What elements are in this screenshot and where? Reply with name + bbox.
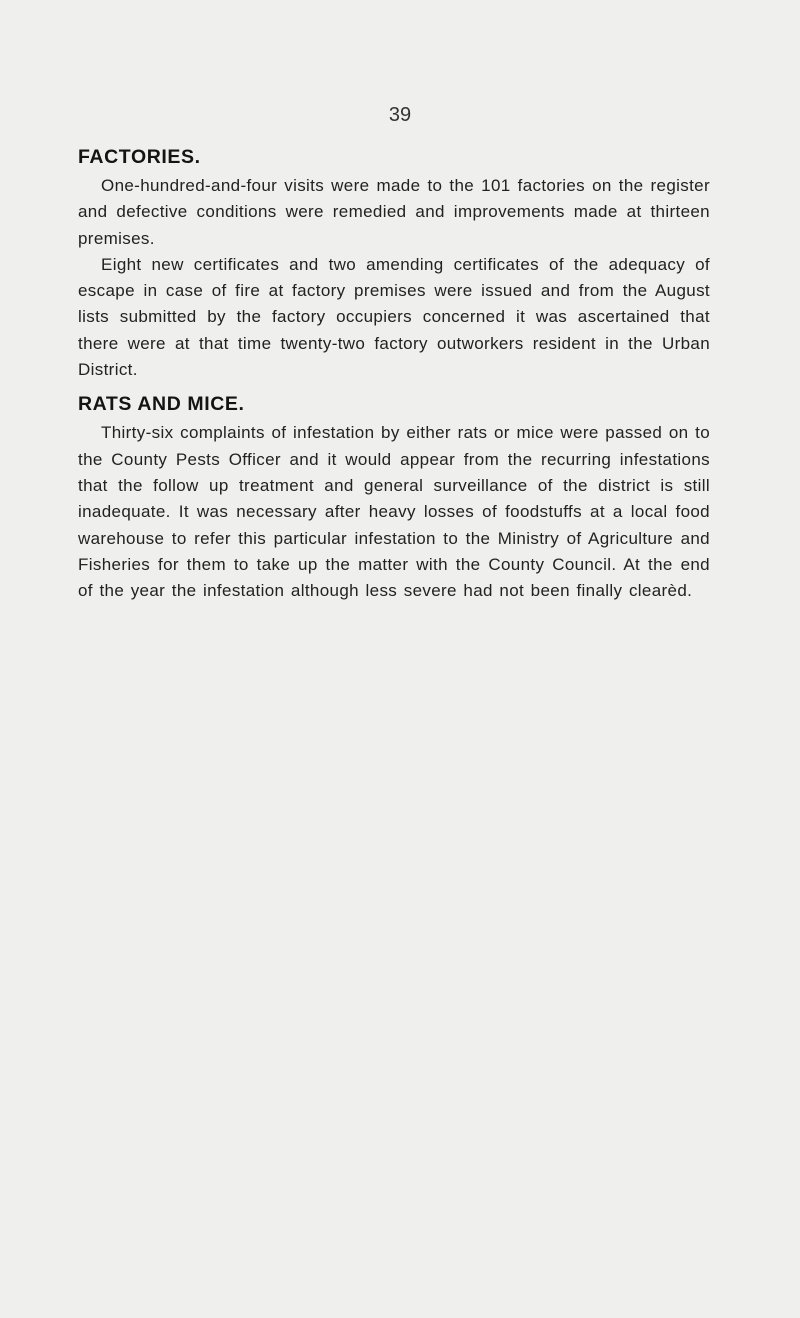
paragraph: One-hundred-and-four visits were made to the 101 factories on the register and defective conditions were remedied and improvements made at thirteen premises. — [78, 176, 710, 248]
paragraph: Thirty-six complaints of infestation by either rats or mice were passed on to the County Pests Officer and it would appear from the recurring infestations that the follow up treatment and general surveillance of the district is still inadequate. It was necessary after heavy losses of foodstuffs at a local food warehouse to refer this particular infestation to the Ministry of Agriculture and Fisheries for them to take up the matter with the County Council. At the end of the year the infestation although less severe had not been finally clearèd. — [78, 423, 710, 601]
page-number: 39 — [388, 104, 412, 126]
section-rats-and-mice — [78, 393, 710, 604]
section-heading: FACTORIES. — [78, 146, 201, 168]
section-heading: RATS AND MICE. — [78, 393, 245, 416]
section-factories — [78, 146, 710, 383]
page-body — [78, 146, 710, 614]
paragraph: Eight new certificates and two amending certificates of the adequacy of escape in case of fire at factory premises were issued and from the August lists submitted by the factory occupiers concerned it was ascertained that there were at that time twenty-two factory outworkers resident in the Urban District. — [78, 254, 710, 380]
